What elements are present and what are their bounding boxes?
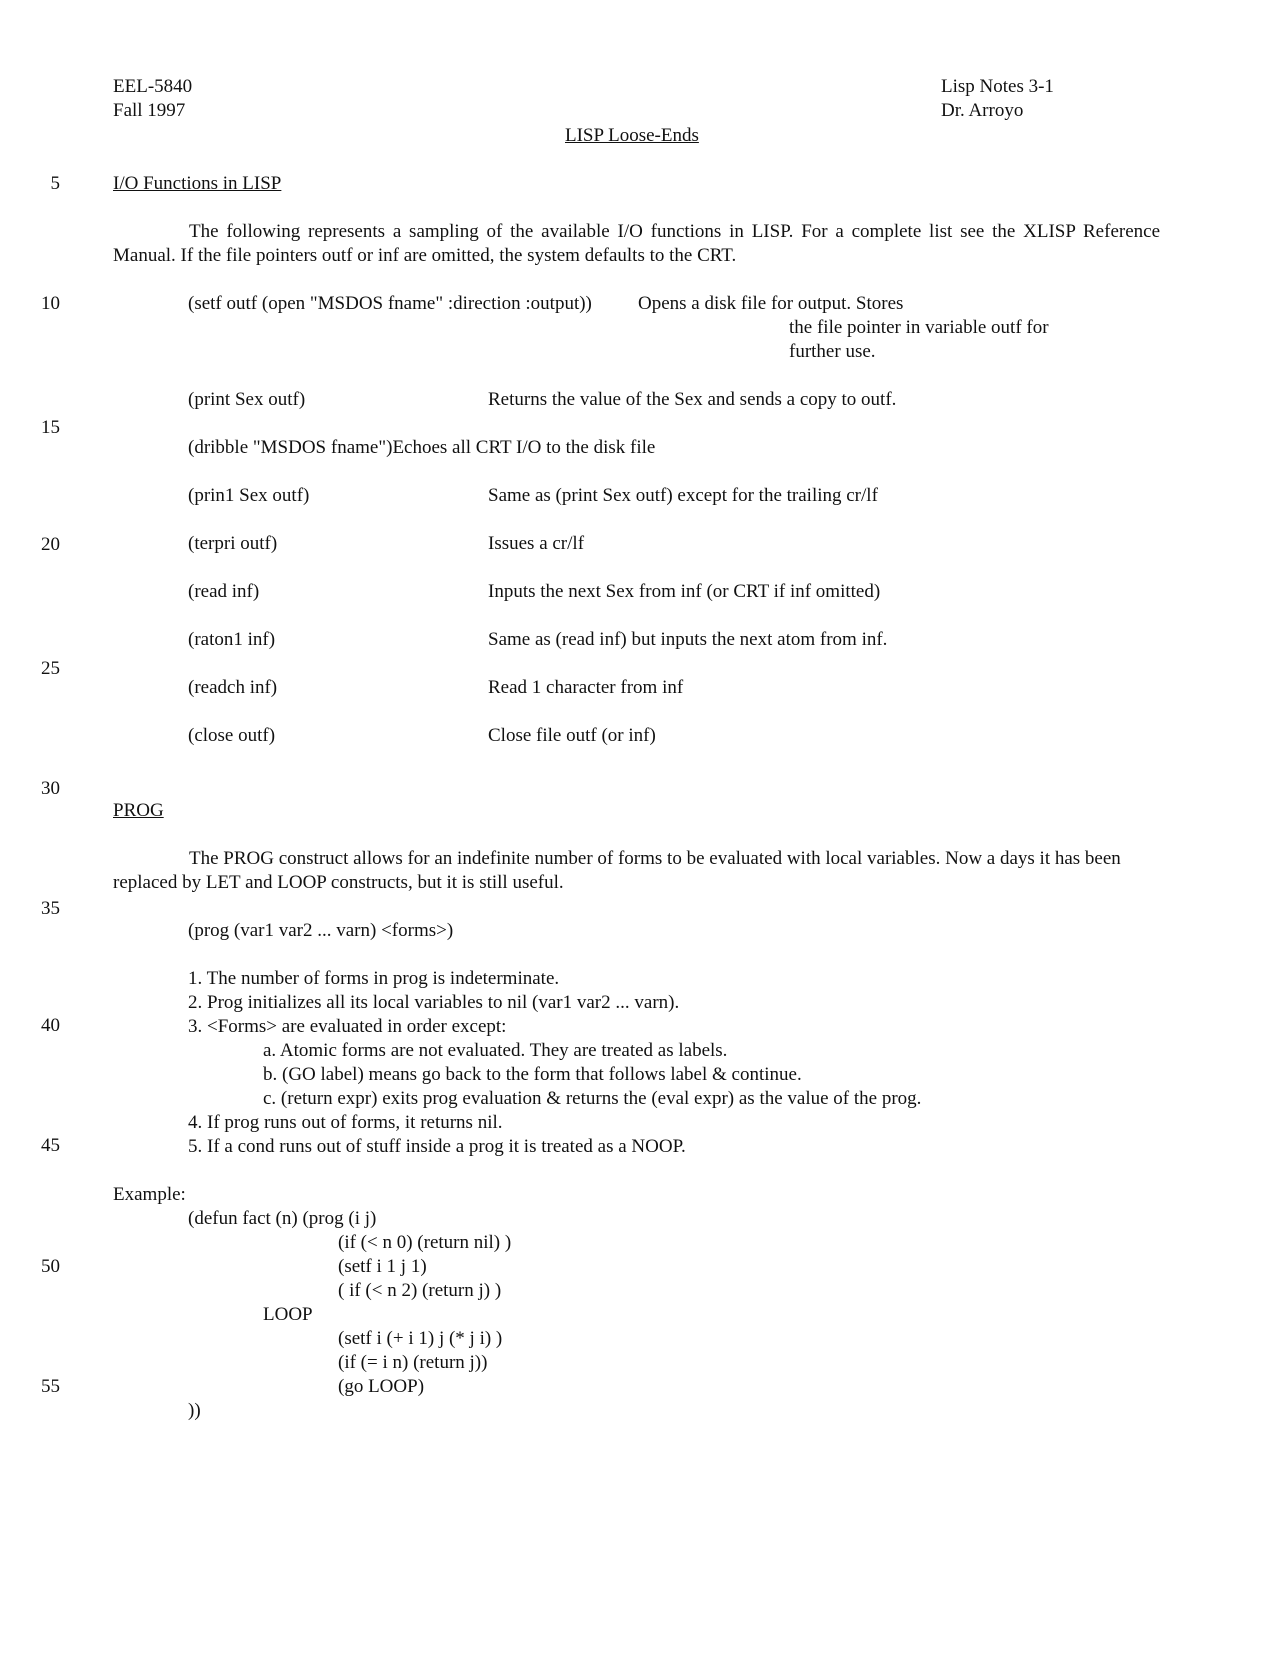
line-number: 30 xyxy=(41,778,60,799)
io-intro: The following represents a sampling of the available I/O functions in LISP. For a complete list see the XLISP Reference Manual. If the file pointers outf or inf are omitted, the system defaults to the CRT. xyxy=(113,221,1160,266)
prog-syntax: (prog (var1 var2 ... varn) <forms>) xyxy=(188,920,454,941)
dribble-name: (dribble "MSDOS fname") xyxy=(188,437,393,458)
prog-subrule: c. (return expr) exits prog evaluation & returns the (eval expr) as the value of the prog. xyxy=(263,1088,922,1109)
raton1-description: Same as (read inf) but inputs the next atom from inf. xyxy=(488,629,888,650)
line-number: 25 xyxy=(41,658,60,679)
close-description: Close file outf (or inf) xyxy=(488,725,656,746)
code-line: (setf i 1 j 1) xyxy=(338,1256,427,1277)
close-function: (close outf) xyxy=(188,725,276,746)
author: Dr. Arroyo xyxy=(941,100,1024,121)
dribble-description: Echoes all CRT I/O to the disk file xyxy=(392,437,656,458)
read-description: Inputs the next Sex from inf (or CRT if inf omitted) xyxy=(488,581,881,602)
prin1-function: (prin1 Sex outf) xyxy=(188,485,310,506)
prog-subrule: a. Atomic forms are not evaluated. They are treated as labels. xyxy=(263,1040,728,1061)
page-title: LISP Loose-Ends xyxy=(565,125,699,146)
prog-rule: 2. Prog initializes all its local variables to nil (var1 var2 ... varn). xyxy=(188,992,680,1013)
print-description: Returns the value of the Sex and sends a copy to outf. xyxy=(488,389,897,410)
terpri-description: Issues a cr/lf xyxy=(488,533,585,554)
term: Fall 1997 xyxy=(113,100,186,121)
prog-rule: 5. If a cond runs out of stuff inside a prog it is treated as a NOOP. xyxy=(188,1136,686,1157)
dribble-function xyxy=(188,436,655,460)
prog-subrule: b. (GO label) means go back to the form that follows label & continue. xyxy=(263,1064,802,1085)
line-number: 10 xyxy=(41,293,60,314)
prog-intro: The PROG construct allows for an indefinite number of forms to be evaluated with local variables. Now a days it has been replaced by LET and LOOP constructs, but it is still useful. xyxy=(113,848,1121,893)
setf-description: Opens a disk file for output. Stores xyxy=(638,293,904,314)
example-label: Example: xyxy=(113,1184,186,1205)
notes-label: Lisp Notes 3-1 xyxy=(941,76,1054,97)
code-line: (defun fact (n) (prog (i j) xyxy=(188,1208,377,1229)
setf-function: (setf outf (open "MSDOS fname" :direction :output)) xyxy=(188,293,592,314)
readch-function: (readch inf) xyxy=(188,677,278,698)
read-function: (read inf) xyxy=(188,581,260,602)
line-number: 15 xyxy=(41,417,60,438)
terpri-function: (terpri outf) xyxy=(188,533,278,554)
prog-rule: 3. <Forms> are evaluated in order except: xyxy=(188,1016,507,1037)
code-line: )) xyxy=(188,1400,201,1421)
readch-description: Read 1 character from inf xyxy=(488,677,684,698)
line-number: 35 xyxy=(41,898,60,919)
code-line: ( if (< n 2) (return j) ) xyxy=(338,1280,502,1301)
code-line: (if (= i n) (return j)) xyxy=(338,1352,488,1373)
setf-description: further use. xyxy=(789,341,876,362)
course-code: EEL-5840 xyxy=(113,76,193,97)
prog-rule: 4. If prog runs out of forms, it returns nil. xyxy=(188,1112,503,1133)
line-number: 55 xyxy=(41,1376,60,1397)
code-line: (setf i (+ i 1) j (* j i) ) xyxy=(338,1328,503,1349)
line-number: 40 xyxy=(41,1015,60,1036)
code-label: LOOP xyxy=(263,1304,313,1325)
io-heading: I/O Functions in LISP xyxy=(113,173,282,194)
line-number: 5 xyxy=(50,173,60,194)
code-line: (if (< n 0) (return nil) ) xyxy=(338,1232,512,1253)
line-number: 20 xyxy=(41,534,60,555)
line-number: 50 xyxy=(41,1256,60,1277)
prog-rule: 1. The number of forms in prog is indeterminate. xyxy=(188,968,560,989)
line-number: 45 xyxy=(41,1135,60,1156)
code-line: (go LOOP) xyxy=(338,1376,425,1397)
prog-heading: PROG xyxy=(113,800,164,821)
prin1-description: Same as (print Sex outf) except for the trailing cr/lf xyxy=(488,485,878,506)
setf-description: the file pointer in variable outf for xyxy=(789,317,1049,338)
print-function: (print Sex outf) xyxy=(188,389,306,410)
raton1-function: (raton1 inf) xyxy=(188,629,276,650)
